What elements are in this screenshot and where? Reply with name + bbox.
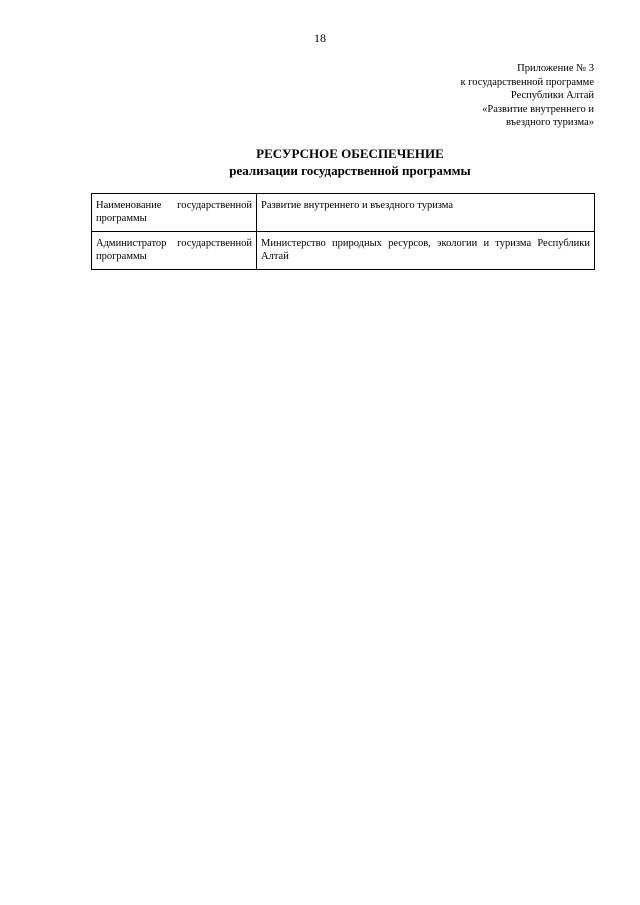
appendix-line: Приложение № 3	[517, 63, 594, 74]
appendix-line: Республики Алтай	[510, 90, 594, 102]
table-row	[92, 232, 595, 270]
row-value-program-administrator: Министерство природных ресурсов, экологии и туризма Республики Алтай	[257, 232, 595, 270]
appendix-line: к государственной программе	[460, 76, 594, 88]
row-label-program-administrator: Администратор государственной программы	[92, 232, 257, 270]
table-row	[92, 194, 595, 232]
appendix-line: «Развитие внутреннего и	[482, 103, 594, 115]
program-info-table	[91, 193, 595, 270]
document-title	[40, 145, 640, 179]
appendix-note	[461, 62, 594, 130]
row-label-program-name: Наименование государственной программы	[92, 194, 257, 232]
appendix-line: въездного туризма»	[505, 117, 594, 129]
title-line-2: реализации государственной программы	[229, 163, 471, 178]
page-number: 18	[314, 31, 326, 45]
row-value-program-name: Развитие внутреннего и въездного туризма	[257, 194, 595, 232]
title-line-1: РЕСУРСНОЕ ОБЕСПЕЧЕНИЕ	[256, 146, 444, 161]
